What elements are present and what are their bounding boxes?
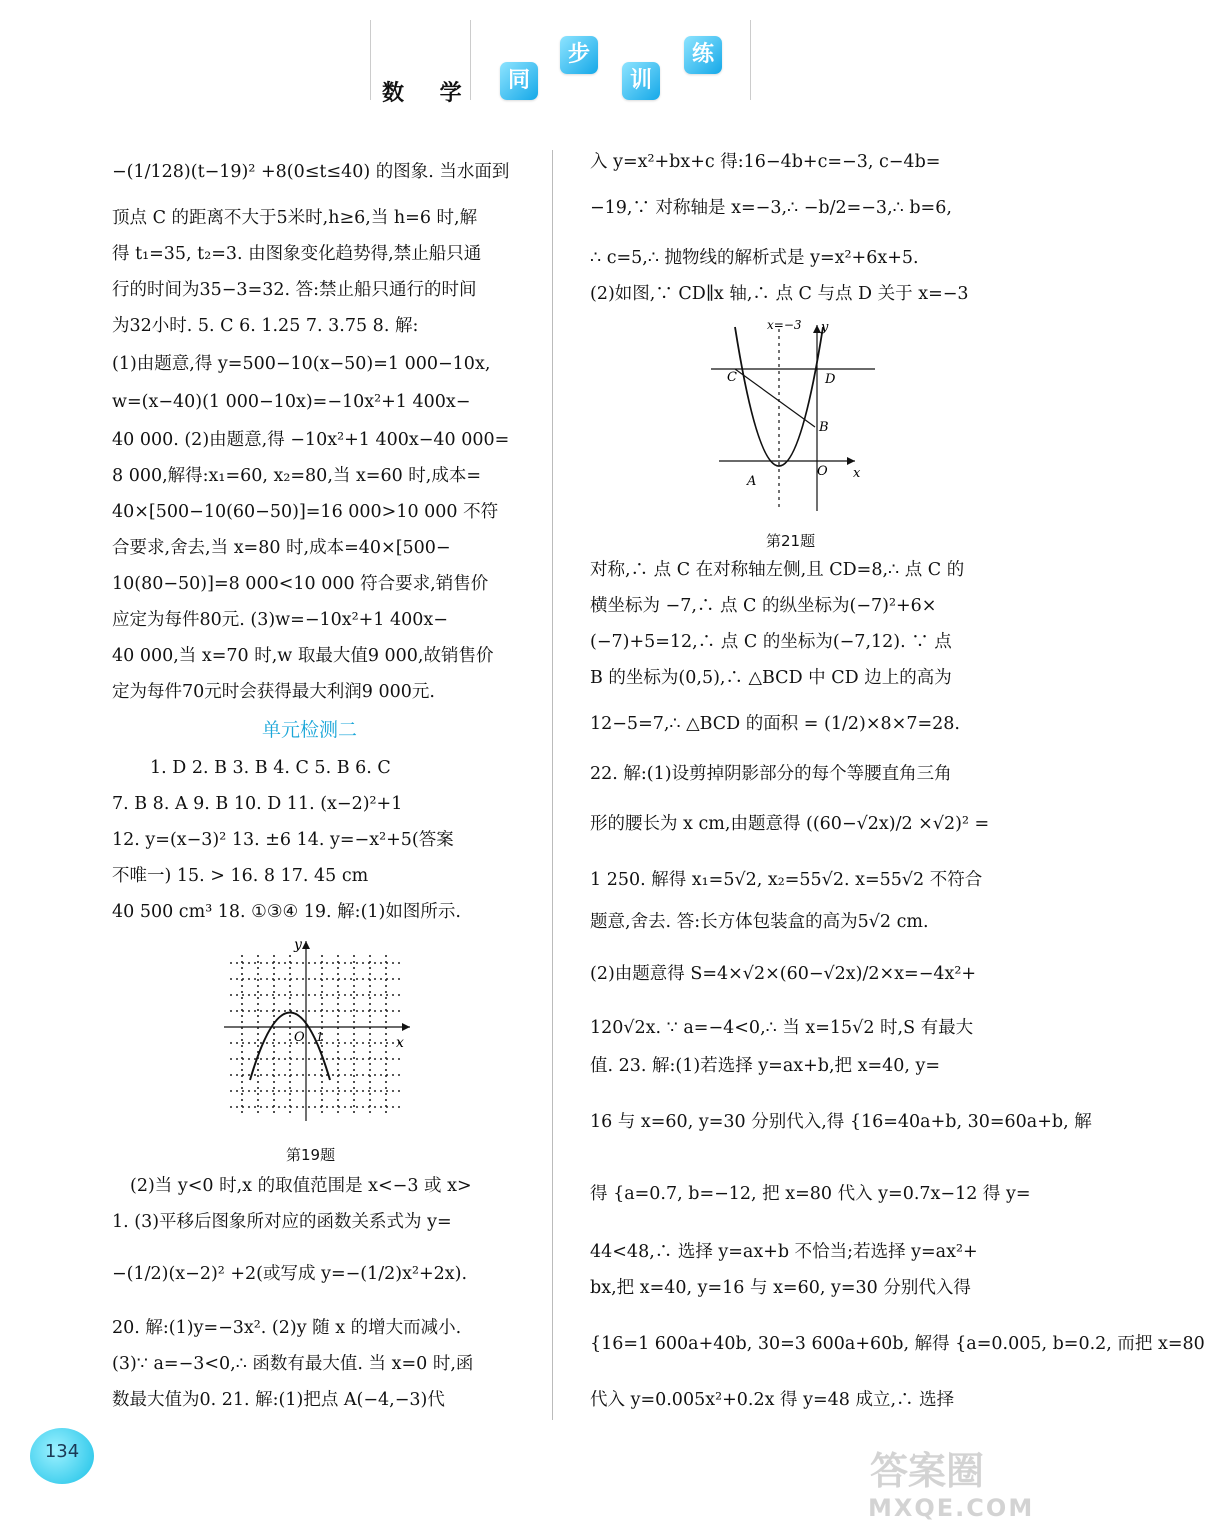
- text-line: 定为每件70元时会获得最大利润9 000元.: [112, 682, 435, 702]
- axis-x-label: x: [853, 466, 861, 481]
- figure-19-caption: 第19题: [286, 1146, 336, 1164]
- answer-line: 12. y=(x−3)² 13. ±6 14. y=−x²+5(答案: [112, 830, 454, 850]
- axis-y-label: y: [821, 320, 829, 335]
- point-label: C: [727, 370, 737, 385]
- text-line: 代入 y=0.005x²+0.2x 得 y=48 成立,∴ 选择: [590, 1390, 955, 1410]
- text-line: 合要求,舍去,当 x=80 时,成本=40×[500−: [112, 538, 451, 558]
- text-line: (1)由题意,得 y=500−10(x−50)=1 000−10x,: [112, 354, 491, 374]
- text-line: (2)当 y<0 时,x 的取值范围是 x<−3 或 x>: [130, 1176, 472, 1196]
- text-line: (2)由题意得 S=4×√2×(60−√2x)/2×x=−4x²+: [590, 964, 977, 984]
- header-series-char-3: 训: [622, 62, 660, 100]
- watermark-logo: 答案圈: [870, 1449, 985, 1493]
- origin-label: O: [817, 464, 828, 479]
- header-subject: 数 学: [382, 81, 476, 106]
- text-line: 10(80−50)]=8 000<10 000 符合要求,销售价: [112, 574, 489, 594]
- text-line: (3)∵ a=−3<0,∴ 函数有最大值. 当 x=0 时,函: [112, 1354, 474, 1374]
- parabola-curve: [735, 327, 823, 466]
- tick-label: 1: [316, 1030, 324, 1044]
- text-line: ∴ c=5,∴ 抛物线的解析式是 y=x²+6x+5.: [590, 248, 919, 268]
- text-line: 值. 23. 解:(1)若选择 y=ax+b,把 x=40, y=: [590, 1056, 941, 1076]
- text-line: 对称,∴ 点 C 在对称轴左侧,且 CD=8,∴ 点 C 的: [590, 560, 965, 580]
- figure-21-graph: [705, 315, 880, 515]
- text-line: 为32小时. 5. C 6. 1.25 7. 3.75 8. 解:: [112, 316, 419, 336]
- text-line: 顶点 C 的距离不大于5米时,h≥6,当 h=6 时,解: [112, 208, 478, 228]
- text-line: 入 y=x²+bx+c 得:16−4b+c=−3, c−4b=: [590, 152, 941, 172]
- point-label: A: [747, 474, 757, 489]
- text-line: w=(x−40)(1 000−10x)=−10x²+1 400x−: [112, 392, 471, 412]
- origin-label: O: [294, 1030, 305, 1045]
- text-line: {16=1 600a+40b, 30=3 600a+60b, 解得 {a=0.005, b=0.2, 而把 x=80: [590, 1334, 1205, 1354]
- page-number: 134: [30, 1428, 94, 1484]
- text-line: 得 t₁=35, t₂=3. 由图象变化趋势得,禁止船只通: [112, 244, 482, 264]
- answer-line: 40 500 cm³ 18. ①③④ 19. 解:(1)如图所示.: [112, 902, 461, 922]
- watermark-url: MXQE.COM: [868, 1494, 1035, 1522]
- axis-label: x=−3: [767, 318, 802, 332]
- text-line: 1. (3)平移后图象所对应的函数关系式为 y=: [112, 1212, 452, 1232]
- text-line: bx,把 x=40, y=16 与 x=60, y=30 分别代入得: [590, 1278, 971, 1298]
- text-line: 1 250. 解得 x₁=5√2, x₂=55√2. x=55√2 不符合: [590, 870, 983, 890]
- text-line: 40 000,当 x=70 时,w 取最大值9 000,故销售价: [112, 646, 494, 666]
- header-rule-left: [370, 20, 371, 100]
- text-line: 得 {a=0.7, b=−12, 把 x=80 代入 y=0.7x−12 得 y=: [590, 1184, 1031, 1204]
- header-series-char-4: 练: [684, 36, 722, 74]
- text-line: 120√2x. ∵ a=−4<0,∴ 当 x=15√2 时,S 有最大: [590, 1018, 974, 1038]
- text-line: −(1/128)(t−19)² +8(0≤t≤40) 的图象. 当水面到: [112, 162, 510, 182]
- text-line: −19,∵ 对称轴是 x=−3,∴ −b/2=−3,∴ b=6,: [590, 198, 952, 218]
- header-rule-right: [750, 20, 751, 100]
- text-line: 16 与 x=60, y=30 分别代入,得 {16=40a+b, 30=60a+b, 解: [590, 1112, 1092, 1132]
- axis-x-label: x: [396, 1035, 404, 1051]
- text-line: (−7)+5=12,∴ 点 C 的坐标为(−7,12). ∵ 点: [590, 632, 952, 652]
- column-divider: [552, 150, 553, 1420]
- figure-19-graph: [220, 935, 420, 1125]
- point-label: D: [825, 372, 836, 387]
- text-line: 20. 解:(1)y=−3x². (2)y 随 x 的增大而减小.: [112, 1318, 462, 1338]
- text-line: 44<48,∴ 选择 y=ax+b 不恰当;若选择 y=ax²+: [590, 1242, 978, 1262]
- text-line: 12−5=7,∴ △BCD 的面积 = (1/2)×8×7=28.: [590, 714, 960, 734]
- axis-y-label: y: [294, 937, 302, 953]
- text-line: −(1/2)(x−2)² +2(或写成 y=−(1/2)x²+2x).: [112, 1264, 468, 1284]
- section-title: 单元检测二: [262, 719, 358, 741]
- text-line: 行的时间为35−3=32. 答:禁止船只通行的时间: [112, 280, 477, 300]
- text-line: 应定为每件80元. (3)w=−10x²+1 400x−: [112, 610, 448, 630]
- text-line: 形的腰长为 x cm,由题意得 ((60−√2x)/2 ×√2)² =: [590, 814, 990, 834]
- text-line: 8 000,解得:x₁=60, x₂=80,当 x=60 时,成本=: [112, 466, 482, 486]
- text-line: 数最大值为0. 21. 解:(1)把点 A(−4,−3)代: [112, 1390, 445, 1410]
- header-series-char-2: 步: [560, 36, 598, 74]
- answer-line: 1. D 2. B 3. B 4. C 5. B 6. C: [150, 758, 391, 778]
- header-series-char-1: 同: [500, 62, 538, 100]
- text-line: (2)如图,∵ CD∥x 轴,∴ 点 C 与点 D 关于 x=−3: [590, 284, 969, 304]
- text-line: B 的坐标为(0,5),∴ △BCD 中 CD 边上的高为: [590, 668, 952, 688]
- text-line: 40 000. (2)由题意,得 −10x²+1 400x−40 000=: [112, 430, 510, 450]
- answer-line: 不唯一) 15. > 16. 8 17. 45 cm: [112, 866, 369, 886]
- text-line: 40×[500−10(60−50)]=16 000>10 000 不符: [112, 502, 499, 522]
- segment-cb: [735, 369, 815, 427]
- answer-line: 7. B 8. A 9. B 10. D 11. (x−2)²+1: [112, 794, 403, 814]
- text-line: 22. 解:(1)设剪掉阴影部分的每个等腰直角三角: [590, 764, 952, 784]
- text-line: 横坐标为 −7,∴ 点 C 的纵坐标为(−7)²+6×: [590, 596, 937, 616]
- point-label: B: [819, 420, 829, 435]
- figure-21-caption: 第21题: [766, 532, 816, 550]
- text-line: 题意,舍去. 答:长方体包装盒的高为5√2 cm.: [590, 912, 929, 932]
